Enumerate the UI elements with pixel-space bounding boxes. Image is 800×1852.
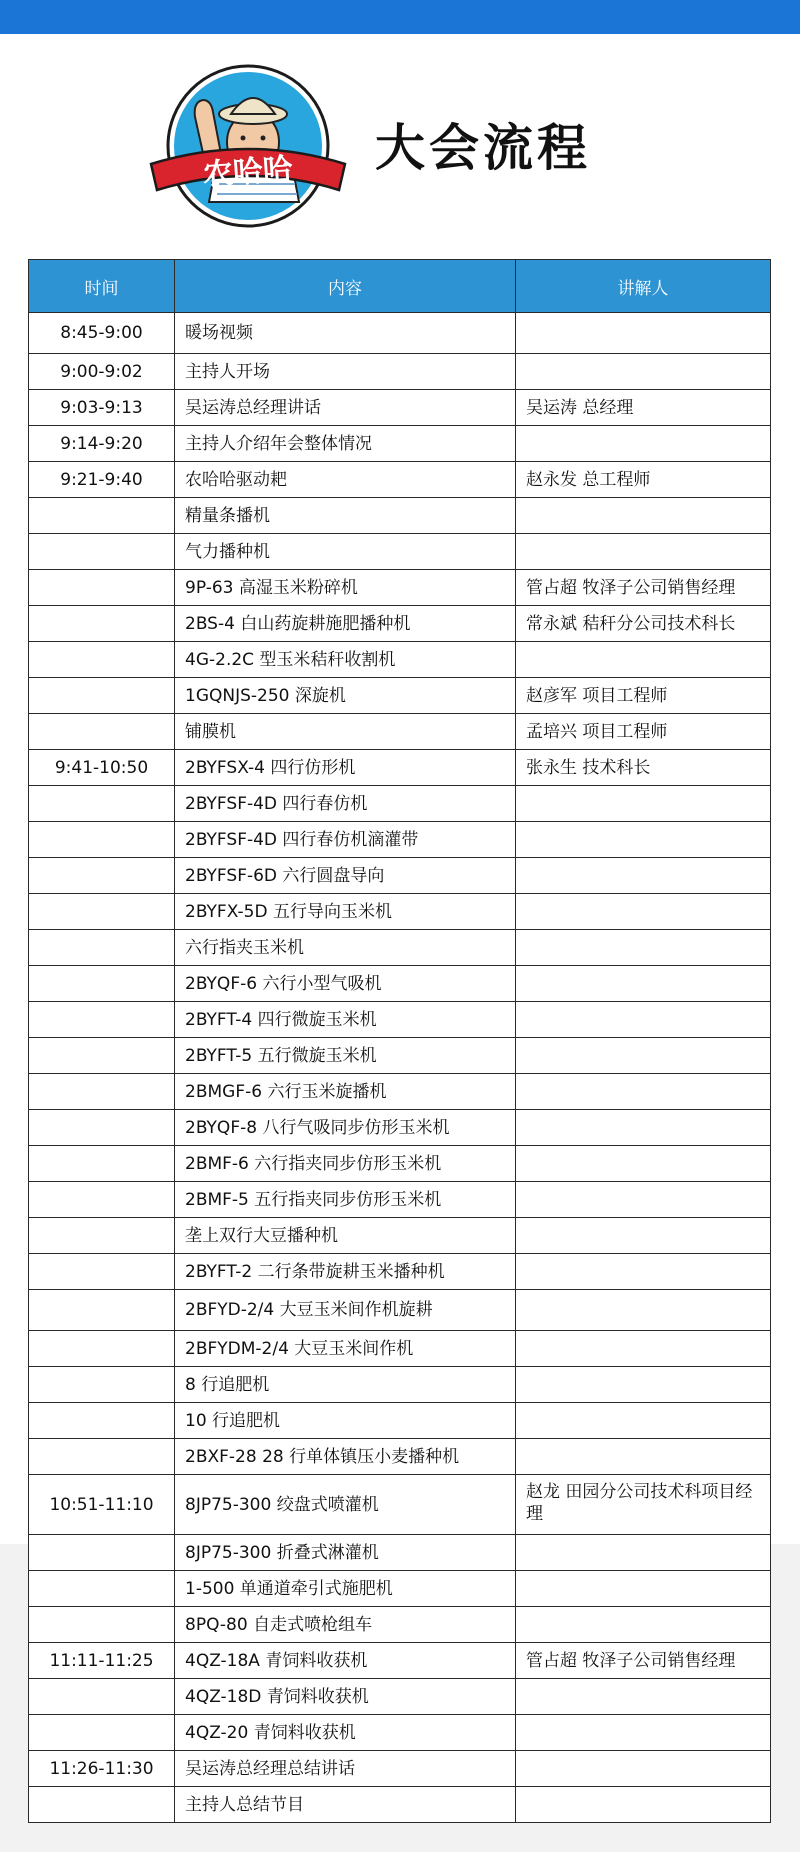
content-cell: 吴运涛总经理讲话 <box>175 390 516 426</box>
speaker-cell <box>516 354 771 390</box>
table-row <box>29 534 771 570</box>
content-cell: 吴运涛总经理总结讲话 <box>175 1751 516 1787</box>
speaker-cell <box>516 1146 771 1182</box>
table-row <box>29 714 771 750</box>
time-cell <box>29 1715 175 1751</box>
content-cell: 暖场视频 <box>175 313 516 354</box>
table-row <box>29 354 771 390</box>
time-cell: 9:21-9:40 <box>29 462 175 498</box>
header-content: 内容 <box>175 260 516 313</box>
content-cell: 4QZ-18A 青饲料收获机 <box>175 1643 516 1679</box>
content-cell: 铺膜机 <box>175 714 516 750</box>
content-cell: 垄上双行大豆播种机 <box>175 1218 516 1254</box>
time-cell <box>29 1290 175 1331</box>
speaker-cell <box>516 1182 771 1218</box>
speaker-cell: 常永斌 秸秆分公司技术科长 <box>516 606 771 642</box>
speaker-cell <box>516 1074 771 1110</box>
table-row <box>29 313 771 354</box>
table-row <box>29 606 771 642</box>
table-row <box>29 1038 771 1074</box>
table-row <box>29 1254 771 1290</box>
table-row <box>29 390 771 426</box>
content-cell: 2BYFSF-4D 四行春仿机 <box>175 786 516 822</box>
speaker-cell <box>516 1787 771 1823</box>
time-cell <box>29 1403 175 1439</box>
table-row <box>29 1607 771 1643</box>
time-cell: 8:45-9:00 <box>29 313 175 354</box>
speaker-cell <box>516 1110 771 1146</box>
time-cell: 9:03-9:13 <box>29 390 175 426</box>
nonghaha-logo <box>143 62 353 230</box>
time-cell <box>29 1182 175 1218</box>
content-cell: 气力播种机 <box>175 534 516 570</box>
time-cell <box>29 1331 175 1367</box>
time-cell <box>29 1002 175 1038</box>
speaker-cell <box>516 1002 771 1038</box>
table-row <box>29 462 771 498</box>
content-cell: 2BYFX-5D 五行导向玉米机 <box>175 894 516 930</box>
content-cell: 1-500 单通道牵引式施肥机 <box>175 1571 516 1607</box>
speaker-cell <box>516 1715 771 1751</box>
table-row <box>29 1535 771 1571</box>
speaker-cell <box>516 1439 771 1475</box>
content-cell: 2BMF-5 五行指夹同步仿形玉米机 <box>175 1182 516 1218</box>
table-row <box>29 570 771 606</box>
time-cell <box>29 966 175 1002</box>
content-cell: 9P-63 高湿玉米粉碎机 <box>175 570 516 606</box>
speaker-cell <box>516 534 771 570</box>
time-cell <box>29 1110 175 1146</box>
content-cell: 2BFYDM-2/4 大豆玉米间作机 <box>175 1331 516 1367</box>
content-cell: 2BFYD-2/4 大豆玉米间作机旋耕 <box>175 1290 516 1331</box>
time-cell: 9:14-9:20 <box>29 426 175 462</box>
time-cell <box>29 858 175 894</box>
speaker-cell <box>516 1571 771 1607</box>
table-row <box>29 858 771 894</box>
speaker-cell <box>516 1038 771 1074</box>
table-row <box>29 1475 771 1535</box>
table-row <box>29 1331 771 1367</box>
table-row <box>29 642 771 678</box>
time-cell <box>29 1038 175 1074</box>
content-cell: 2BYFSF-4D 四行春仿机滴灌带 <box>175 822 516 858</box>
speaker-cell <box>516 1254 771 1290</box>
time-cell <box>29 894 175 930</box>
content-cell: 8JP75-300 折叠式淋灌机 <box>175 1535 516 1571</box>
speaker-cell: 管占超 牧泽子公司销售经理 <box>516 570 771 606</box>
table-row <box>29 1290 771 1331</box>
time-cell <box>29 786 175 822</box>
speaker-cell <box>516 1751 771 1787</box>
speaker-cell <box>516 786 771 822</box>
table-row <box>29 786 771 822</box>
speaker-cell <box>516 1331 771 1367</box>
speaker-cell <box>516 966 771 1002</box>
table-row <box>29 678 771 714</box>
content-cell: 主持人开场 <box>175 354 516 390</box>
table-row <box>29 1643 771 1679</box>
time-cell <box>29 1254 175 1290</box>
speaker-cell: 张永生 技术科长 <box>516 750 771 786</box>
time-cell <box>29 606 175 642</box>
speaker-cell: 赵永发 总工程师 <box>516 462 771 498</box>
content-cell: 2BYQF-8 八行气吸同步仿形玉米机 <box>175 1110 516 1146</box>
header-speaker: 讲解人 <box>516 260 771 313</box>
table-row <box>29 1439 771 1475</box>
content-cell: 六行指夹玉米机 <box>175 930 516 966</box>
table-row <box>29 1074 771 1110</box>
content-cell: 10 行追肥机 <box>175 1403 516 1439</box>
content-cell: 主持人介绍年会整体情况 <box>175 426 516 462</box>
content-cell: 8PQ-80 自走式喷枪组车 <box>175 1607 516 1643</box>
table-row <box>29 966 771 1002</box>
content-cell: 1GQNJS-250 深旋机 <box>175 678 516 714</box>
time-cell: 10:51-11:10 <box>29 1475 175 1535</box>
content-cell: 4G-2.2C 型玉米秸秆收割机 <box>175 642 516 678</box>
time-cell <box>29 1218 175 1254</box>
speaker-cell <box>516 1403 771 1439</box>
table-row <box>29 1146 771 1182</box>
time-cell <box>29 1146 175 1182</box>
time-cell <box>29 822 175 858</box>
speaker-cell <box>516 313 771 354</box>
content-cell: 2BYFT-2 二行条带旋耕玉米播种机 <box>175 1254 516 1290</box>
time-cell <box>29 1679 175 1715</box>
content-cell: 2BMGF-6 六行玉米旋播机 <box>175 1074 516 1110</box>
time-cell <box>29 1367 175 1403</box>
speaker-cell: 吴运涛 总经理 <box>516 390 771 426</box>
content-cell: 2BYFT-5 五行微旋玉米机 <box>175 1038 516 1074</box>
speaker-cell <box>516 642 771 678</box>
time-cell <box>29 1571 175 1607</box>
speaker-cell: 赵彦军 项目工程师 <box>516 678 771 714</box>
time-cell <box>29 1607 175 1643</box>
speaker-cell <box>516 822 771 858</box>
table-row <box>29 1403 771 1439</box>
table-row <box>29 1715 771 1751</box>
speaker-cell <box>516 894 771 930</box>
time-cell <box>29 1439 175 1475</box>
time-cell <box>29 1535 175 1571</box>
content-cell: 8JP75-300 绞盘式喷灌机 <box>175 1475 516 1535</box>
content-cell: 2BYFSX-4 四行仿形机 <box>175 750 516 786</box>
table-row <box>29 1110 771 1146</box>
time-cell: 9:41-10:50 <box>29 750 175 786</box>
table-row <box>29 1751 771 1787</box>
speaker-cell <box>516 1218 771 1254</box>
table-row <box>29 750 771 786</box>
page-title: 大会流程 <box>375 119 591 177</box>
table-row <box>29 426 771 462</box>
time-cell <box>29 642 175 678</box>
time-cell: 11:11-11:25 <box>29 1643 175 1679</box>
content-cell: 2BYFSF-6D 六行圆盘导向 <box>175 858 516 894</box>
content-cell: 4QZ-18D 青饲料收获机 <box>175 1679 516 1715</box>
speaker-cell <box>516 1290 771 1331</box>
speaker-cell <box>516 858 771 894</box>
time-cell <box>29 570 175 606</box>
table-row <box>29 498 771 534</box>
table-row <box>29 1679 771 1715</box>
table-row <box>29 1002 771 1038</box>
time-cell <box>29 1787 175 1823</box>
table-header-row <box>29 260 771 313</box>
table-row <box>29 1367 771 1403</box>
content-cell: 精量条播机 <box>175 498 516 534</box>
table-row <box>29 894 771 930</box>
table-row <box>29 930 771 966</box>
content-cell: 2BYQF-6 六行小型气吸机 <box>175 966 516 1002</box>
time-cell <box>29 678 175 714</box>
speaker-cell <box>516 1367 771 1403</box>
table-row <box>29 1571 771 1607</box>
table-row <box>29 1182 771 1218</box>
top-bar <box>0 0 800 34</box>
time-cell <box>29 1074 175 1110</box>
speaker-cell <box>516 498 771 534</box>
speaker-cell <box>516 1679 771 1715</box>
content-cell: 2BYFT-4 四行微旋玉米机 <box>175 1002 516 1038</box>
content-cell: 4QZ-20 青饲料收获机 <box>175 1715 516 1751</box>
table-row <box>29 822 771 858</box>
speaker-cell: 赵龙 田园分公司技术科项目经理 <box>516 1475 771 1535</box>
speaker-cell <box>516 930 771 966</box>
content-cell: 主持人总结节目 <box>175 1787 516 1823</box>
time-cell: 11:26-11:30 <box>29 1751 175 1787</box>
speaker-cell: 管占超 牧泽子公司销售经理 <box>516 1643 771 1679</box>
logo-text: 农哈哈 <box>201 151 295 194</box>
table-row <box>29 1787 771 1823</box>
speaker-cell <box>516 1607 771 1643</box>
time-cell: 9:00-9:02 <box>29 354 175 390</box>
time-cell <box>29 534 175 570</box>
time-cell <box>29 930 175 966</box>
header-time: 时间 <box>29 260 175 313</box>
content-cell: 2BXF-28 28 行单体镇压小麦播种机 <box>175 1439 516 1475</box>
content-cell: 8 行追肥机 <box>175 1367 516 1403</box>
table-row <box>29 1218 771 1254</box>
content-cell: 2BMF-6 六行指夹同步仿形玉米机 <box>175 1146 516 1182</box>
speaker-cell: 孟培兴 项目工程师 <box>516 714 771 750</box>
speaker-cell <box>516 426 771 462</box>
schedule-table <box>28 259 771 1823</box>
time-cell <box>29 714 175 750</box>
content-cell: 农哈哈驱动耙 <box>175 462 516 498</box>
time-cell <box>29 498 175 534</box>
content-cell: 2BS-4 白山药旋耕施肥播种机 <box>175 606 516 642</box>
speaker-cell <box>516 1535 771 1571</box>
